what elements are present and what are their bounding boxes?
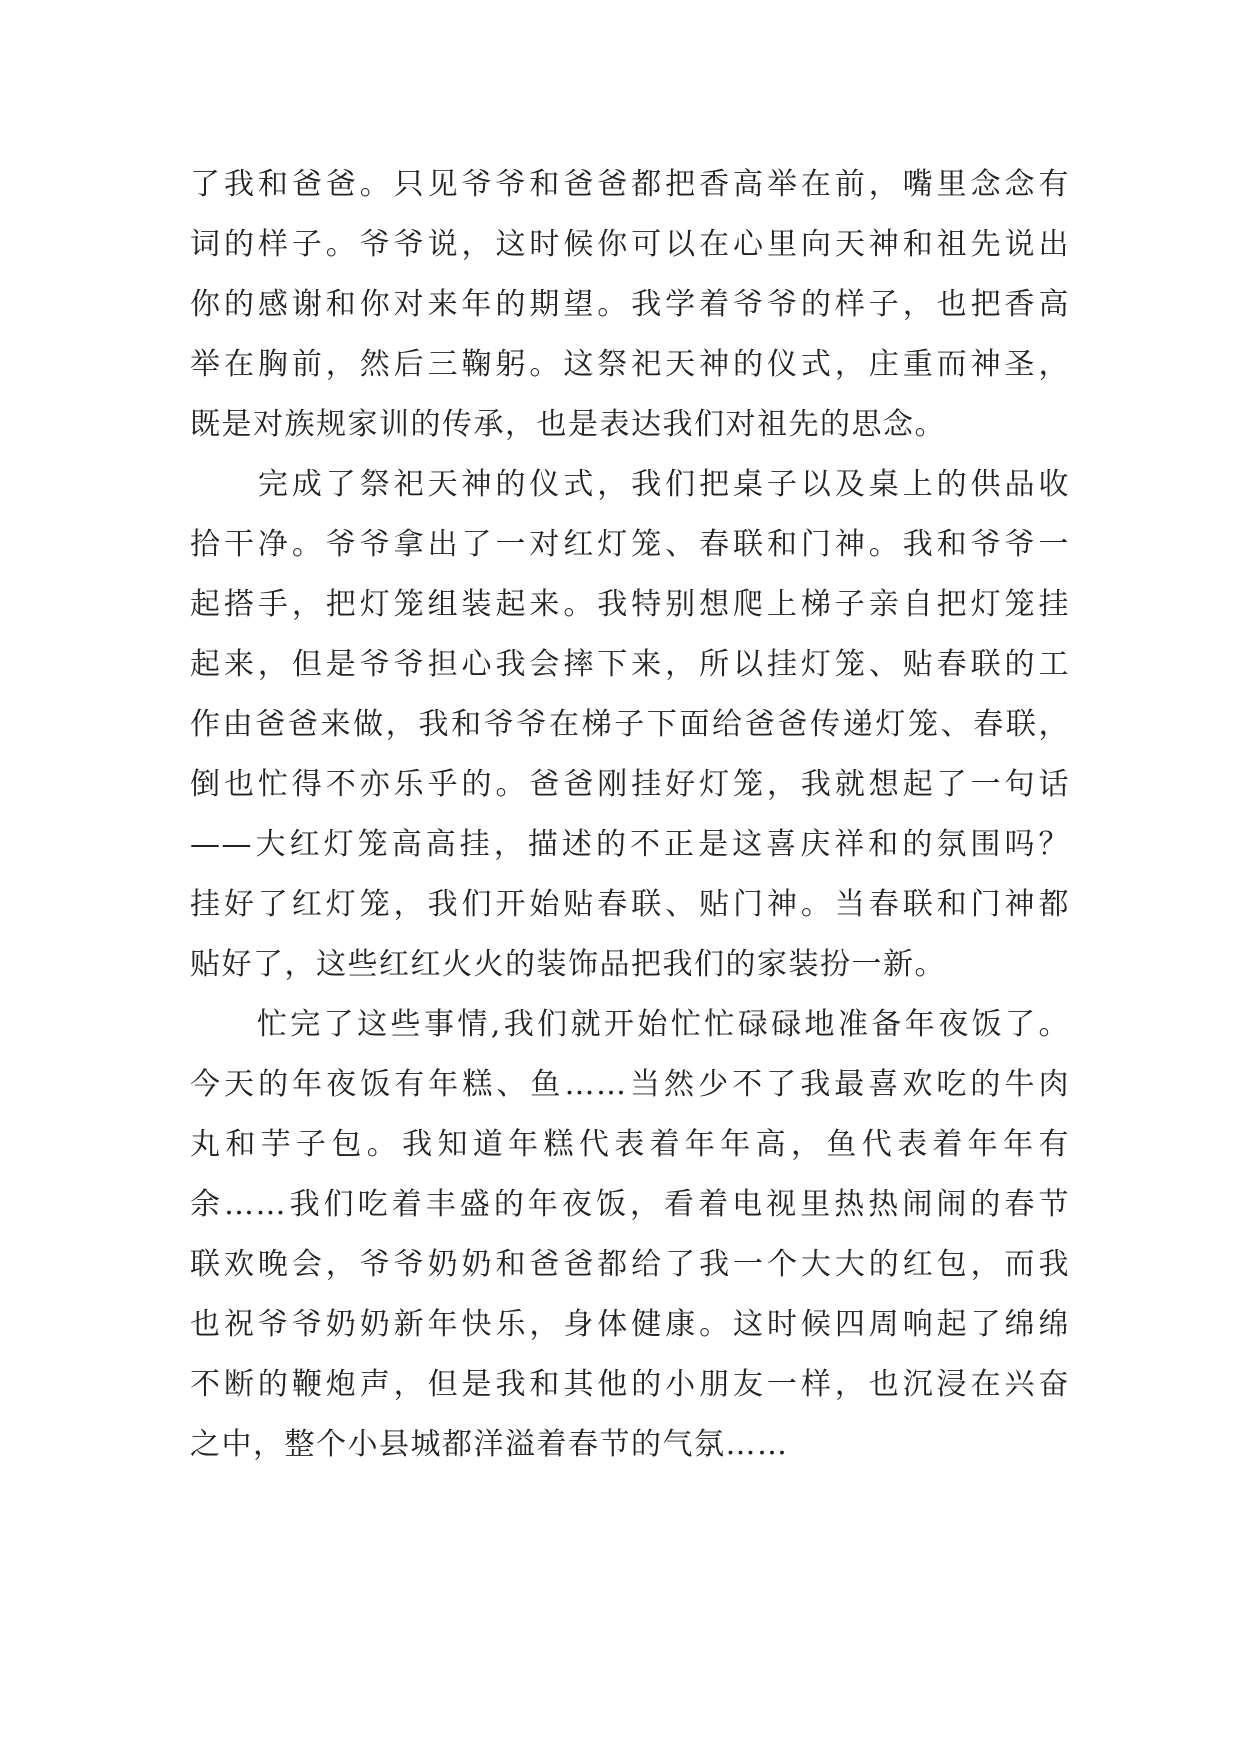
paragraph-2 xyxy=(190,455,1070,995)
text-line: 不断的鞭炮声，但是我和其他的小朋友一样，也沉浸在兴奋 xyxy=(190,1367,1070,1402)
paragraph-1 xyxy=(190,155,1070,455)
text-line: 贴好了，这些红红火火的装饰品把我们的家装扮一新。 xyxy=(190,947,946,982)
text-line: 起来，但是爷爷担心我会摔下来，所以挂灯笼、贴春联的工 xyxy=(190,647,1070,682)
text-line: 既是对族规家训的传承，也是表达我们对祖先的思念。 xyxy=(190,407,946,442)
text-line: 联欢晚会，爷爷奶奶和爸爸都给了我一个大大的红包，而我 xyxy=(190,1247,1070,1282)
text-line: 倒也忙得不亦乐乎的。爸爸刚挂好灯笼，我就想起了一句话 xyxy=(190,767,1070,802)
text-line: 你的感谢和你对来年的期望。我学着爷爷的样子，也把香高 xyxy=(190,287,1070,322)
text-line: ——大红灯笼高高挂，描述的不正是这喜庆祥和的氛围吗？ xyxy=(190,827,1070,862)
text-line: 拾干净。爷爷拿出了一对红灯笼、春联和门神。我和爷爷一 xyxy=(190,527,1070,562)
paragraph-3 xyxy=(190,995,1070,1475)
text-line: 忙完了这些事情,我们就开始忙忙碌碌地准备年夜饭了。 xyxy=(190,1007,1070,1042)
text-line: 词的样子。爷爷说，这时候你可以在心里向天神和祖先说出 xyxy=(190,227,1070,262)
document-body xyxy=(190,155,1070,1475)
text-line: 之中，整个小县城都洋溢着春节的气氛…… xyxy=(190,1427,789,1462)
text-line: 作由爸爸来做，我和爷爷在梯子下面给爸爸传递灯笼、春联， xyxy=(190,707,1070,742)
text-line: 完成了祭祀天神的仪式，我们把桌子以及桌上的供品收 xyxy=(190,467,1070,502)
text-line: 起搭手，把灯笼组装起来。我特别想爬上梯子亲自把灯笼挂 xyxy=(190,587,1070,622)
text-line: 丸和芋子包。我知道年糕代表着年年高，鱼代表着年年有 xyxy=(190,1127,1070,1162)
text-line: 今天的年夜饭有年糕、鱼……当然少不了我最喜欢吃的牛肉 xyxy=(190,1067,1070,1102)
text-line: 余……我们吃着丰盛的年夜饭，看着电视里热热闹闹的春节 xyxy=(190,1187,1070,1222)
text-line: 挂好了红灯笼，我们开始贴春联、贴门神。当春联和门神都 xyxy=(190,887,1070,922)
text-line: 举在胸前，然后三鞠躬。这祭祀天神的仪式，庄重而神圣， xyxy=(190,347,1070,382)
text-line: 了我和爸爸。只见爷爷和爸爸都把香高举在前，嘴里念念有 xyxy=(190,167,1070,202)
text-line: 也祝爷爷奶奶新年快乐，身体健康。这时候四周响起了绵绵 xyxy=(190,1307,1070,1342)
